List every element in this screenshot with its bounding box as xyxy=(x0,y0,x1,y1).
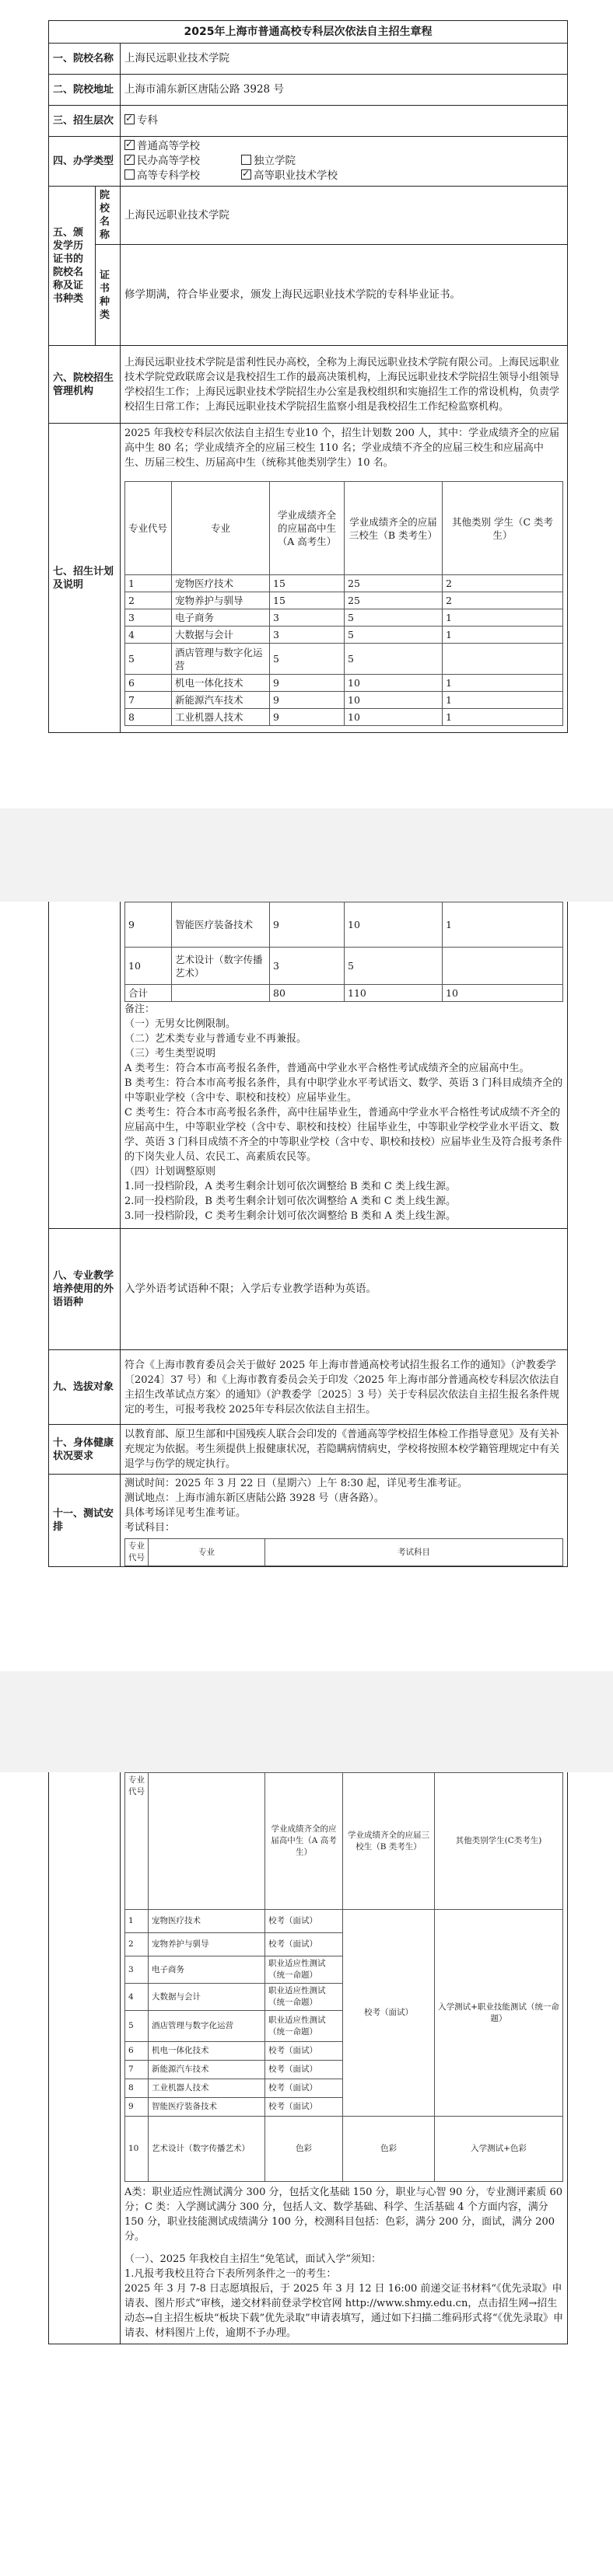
checkbox-icon xyxy=(124,140,135,150)
exam-location: 测试地点：上海市浦东新区唐陆公路 3928 号（唐各路）。 xyxy=(124,1492,384,1504)
admission-office-text: 上海民远职业技术学院是雷利性民办高校，全称为上海民远职业技术学院有限公司。上海民远职业技术学院党政联席会议是我校招生工作的最高决策机构，上海民远职业技术学院招生领导小组领导学校招生工作；上海民远职业技术学院招生办公室是我校组织和实施招生工作的常设机构，负责学校招生日常工作；上海民远职业技术学院招生监察小组是我校招生工作纪检监察机构。 xyxy=(121,346,568,424)
table-row: 3 电子商务 3 5 1 xyxy=(125,609,563,627)
table-row: 2 宠物养护与驯导 15 25 2 xyxy=(125,592,563,609)
page-3 xyxy=(48,1772,568,2344)
table-row-total: 合计 80 110 10 xyxy=(125,985,563,1002)
plan-header-c: 其他类别 学生（C 类考生） xyxy=(443,482,563,575)
plan-header-major: 专业 xyxy=(172,482,270,575)
plan-header-code: 专业代号 xyxy=(125,482,172,575)
checkbox-icon xyxy=(241,169,251,180)
enrollment-level: 专科 xyxy=(137,114,158,127)
page-2 xyxy=(48,902,568,1567)
certificate-type: 修学期满，符合毕业要求，颁发上海民远职业技术学院的专科毕业证书。 xyxy=(121,245,568,346)
section-9-label: 九、选拔对象 xyxy=(49,1350,121,1425)
certificate-institution: 上海民远职业技术学院 xyxy=(121,187,568,245)
plan-notes: 备注： （一）无男女比例限制。 （二）艺术类专业与普通专业不再兼报。 （三）考生类型说明 A 类考生：符合本市高考报名条件，普通高中学业水平合格性考试成绩齐全的应届高中生。 B 类考生：符合本市高考报名条件，具有中职学业水平考试语文、数学、英语 3 门科目成绩齐全的中等职业学校（含中专、职校和技校）应届毕业生。 C 类考生：符合本市高考报名条件，高中往届毕业生，普通高中学业水平合格性考试成绩不齐全的应届高中生，中等职业学校（含中专、职校和技校）往届毕业生，中等职业学校学业水平语文、数学、英语 3 门科目成绩不齐全的中等职业学校（含中专、职校和技校）应届毕业生及符合报考条件的下岗失业人员、农民工、高素质农民等。 （四）计划调整原则 1.同一投档阶段，A 类考生剩余计划可依次调整给 B 类和 C 类上线生源。 2.同一投档阶段，B 类考生剩余计划可依次调整给 A 类和 C 类上线生源。 3.同一投档阶段，C 类考生剩余计划可依次调整给 B 类和 A 类上线生源。 xyxy=(124,1004,563,1222)
exam-room-note: 具体考场详见考生准考证。 xyxy=(124,1507,247,1519)
section-7-label: 七、招生计划及说明 xyxy=(49,424,121,733)
page-gap xyxy=(0,1671,613,1772)
exam-table xyxy=(124,1772,563,2182)
checkbox-icon xyxy=(124,114,135,124)
exam-b-merged: 校考（面试） xyxy=(343,1910,435,2117)
checkbox-icon xyxy=(124,155,135,165)
plan-header-b: 学业成绩齐全的应届三校生（B 类考生） xyxy=(345,482,443,575)
table-row: 7 新能源汽车技术 9 10 1 xyxy=(125,692,563,709)
exam-header-b: 学业成绩齐全的应届三校生（B 类考生） xyxy=(343,1773,435,1910)
plan-header-a: 学业成绩齐全的应届高中生（A 高考生） xyxy=(270,482,345,575)
exam-c-merged: 入学测试+职业技能测试（统一命题） xyxy=(435,1910,563,2117)
plan-intro: 2025 年我校专科层次依法自主招生专业10 个，招生计划数 200 人，其中：学业成绩齐全的应届高中生 80 名；学业成绩齐全的应届三校生 110 名；学业成绩不齐全的应届三校生和应届高中生、历届三校生、历届高中生（统称其他类别学生）10 名。 xyxy=(124,428,559,469)
checkbox-icon xyxy=(124,169,135,180)
section-2-label: 二、院校地址 xyxy=(49,75,121,106)
exam-table-header: 专业代号 专业 考试科目 xyxy=(124,1538,563,1566)
table-row: 2 宠物养护与驯导 校考（面试） xyxy=(125,1933,563,1956)
table-row: 3 电子商务 职业适应性测试（统一命题） xyxy=(125,1956,563,1984)
section-5-sub2-label: 证书种类 xyxy=(96,245,121,346)
table-row: 4 大数据与会计 3 5 1 xyxy=(125,627,563,644)
exam-header-a: 学业成绩齐全的应届高中生（A 高考生） xyxy=(265,1773,343,1910)
table-row: 1 宠物医疗技术 15 25 2 xyxy=(125,575,563,592)
table-row: 10 艺术设计（数字传播艺术） 色彩 色彩 入学测试+色彩 xyxy=(125,2117,563,2182)
plan-table-continued xyxy=(124,902,563,1002)
section-4-label: 四、办学类型 xyxy=(49,137,121,187)
table-row: 7 新能源汽车技术 校考（面试） xyxy=(125,2061,563,2079)
section-10-label: 十、身体健康状况要求 xyxy=(49,1425,121,1475)
section-5-sub1-label: 院校名称 xyxy=(96,187,121,245)
table-row: 4 大数据与会计 职业适应性测试（统一命题） xyxy=(125,1984,563,2011)
section-8-label: 八、专业教学培养使用的外语语种 xyxy=(49,1229,121,1350)
document-title: 2025年上海市普通高校专科层次依法自主招生章程 xyxy=(49,21,568,44)
section-3-label: 三、招生层次 xyxy=(49,106,121,137)
table-row: 10 艺术设计（数字传播艺术） 3 5 xyxy=(125,948,563,985)
table-row: 6 机电一体化技术 校考（面试） xyxy=(125,2042,563,2061)
checkbox-icon xyxy=(241,155,251,165)
institution-name: 上海民远职业技术学院 xyxy=(121,44,568,75)
institution-address: 上海市浦东新区唐陆公路 3928 号 xyxy=(121,75,568,106)
table-row: 6 机电一体化技术 9 10 1 xyxy=(125,675,563,692)
section-5-label: 五、颁发学历证书的院校名称及证书种类 xyxy=(49,187,96,346)
exam-header-c: 其他类别学生(C类考生) xyxy=(435,1773,563,1910)
section-6-label: 六、院校招生管理机构 xyxy=(49,346,121,424)
eligibility-text: 符合《上海市教育委员会关于做好 2025 年上海市普通高校考试招生报名工作的通知》（沪教委学〔2024〕37 号）和《上海市教育委员会关于印发〈2025 年上海市部分普通高校专科层次依法自主招生改革试点方案〉的通知》（沪教委学〔2025〕3 号）关于专科层次依法自主招生报名条件规定的考生，可报考我校 2025年专科层次依法自主招生。 xyxy=(121,1350,568,1425)
charter-table xyxy=(48,20,568,733)
page-1 xyxy=(48,20,568,733)
table-row: 9 智能医疗装备技术 校考（面试） xyxy=(125,2098,563,2117)
table-row: 8 工业机器人技术 校考（面试） xyxy=(125,2079,563,2098)
table-row: 9 智能医疗装备技术 9 10 1 xyxy=(125,902,563,948)
exam-time: 测试时间：2025 年 3 月 22 日（星期六）上午 8:30 起，详见考生准考证。 xyxy=(124,1478,468,1489)
exam-header-code: 专业代号 xyxy=(125,1773,149,1910)
teaching-language: 入学外语考试语种不限；入学后专业教学语种为英语。 xyxy=(121,1229,568,1350)
charter-table-continued xyxy=(48,902,568,1567)
table-row: 8 工业机器人技术 9 10 1 xyxy=(125,709,563,726)
school-type-options: ✓普通高等学校 ✓民办高等学校 独立学院 高等专科学校 ✓ 高等职业技术学校 xyxy=(121,137,568,187)
section-1-label: 一、院校名称 xyxy=(49,44,121,75)
section-11-label: 十一、测试安排 xyxy=(49,1475,121,1567)
health-requirements: 以教育部、原卫生部和中国残疾人联合会印发的《普通高等学校招生体检工作指导意见》及有关补充规定为依据。考生须提供上报健康状况，若隐瞒病情病史，学校将按照本校学籍管理规定中有关退学与伤学的规定执行。 xyxy=(121,1425,568,1475)
table-row: 5 酒店管理与数字化运营 5 5 xyxy=(125,644,563,675)
exam-notes: A类：职业适应性测试满分 300 分，包括文化基础 150 分，职业与心智 90 分，专业测评素质 60 分；C 类：入学测试满分 300 分，包括人文、数学基础、科学、生活基础 4 个方面内容，满分 150 分，职业技能测试成绩满分 100 分，校测科目包括：色彩，满分 200 分，面试，满分 200 分。 （一）、2025 年我校自主招生“免笔试，面试入学”须知： 1.凡报考我校且符合下表所列条件之一的考生： 2025 年 3 月 7-8 日志愿填报后，于 2025 年 3 月 12 日 16:00 前递交证书材料“《优先录取》申请表、图片形式”审核，递交材料前登录学校官网 http://www.shmy.edu.cn，点击招生网→招生动态→自主招生板块“板块下载”优先录取”申请表填写，通过如下扫描二维码形式将“《优先录取》申请表、材料图片上传，逾期不予办理。 xyxy=(124,2187,563,2339)
exam-subjects-label: 考试科目： xyxy=(124,1522,176,1534)
plan-table xyxy=(124,481,563,726)
page-gap xyxy=(0,808,613,902)
charter-table-page3 xyxy=(48,1772,568,2344)
table-row: 1 宠物医疗技术 校考（面试） 校考（面试） 入学测试+职业技能测试（统一命题） xyxy=(125,1910,563,1933)
table-row: 5 酒店管理与数字化运营 职业适应性测试（统一命题） xyxy=(125,2011,563,2042)
